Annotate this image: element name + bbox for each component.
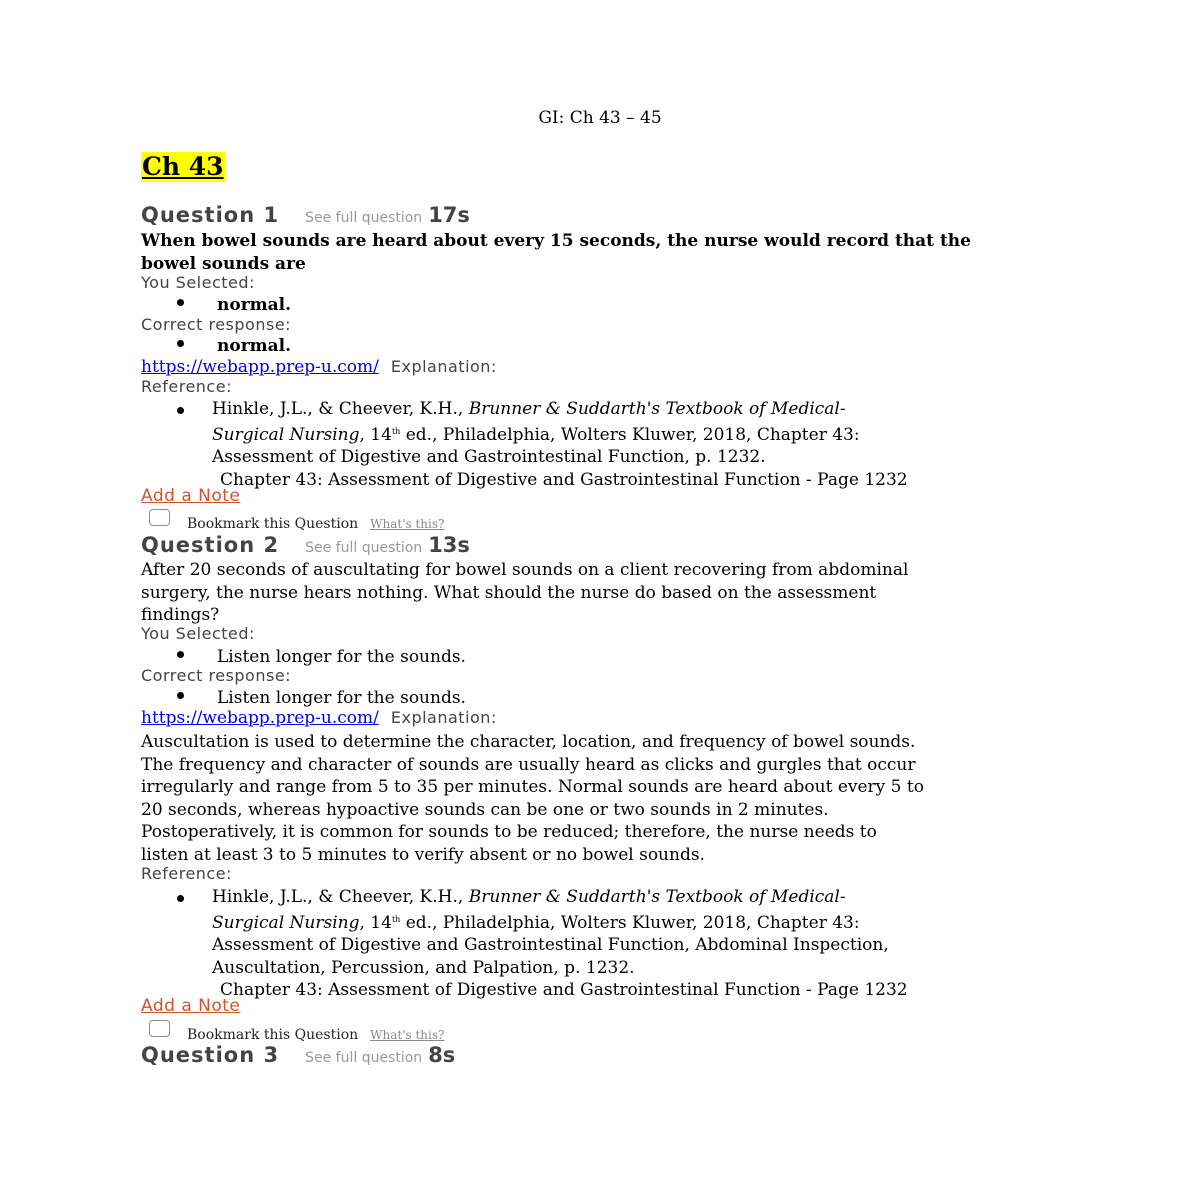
- explanation-line: Auscultation is used to determine the character, location, and frequency of bowel sounds.: [141, 732, 916, 752]
- explanation-line: 20 seconds, whereas hypoactive sounds can be one or two sounds in 2 minutes.: [141, 799, 829, 820]
- reference-edition: , 14: [359, 912, 392, 933]
- question-header: [141, 1043, 455, 1067]
- see-full-question-link[interactable]: See full question: [305, 1050, 423, 1066]
- reference-publisher: ed., Philadelphia, Wolters Kluwer, 2018, Chapter 43:: [400, 424, 860, 445]
- bookmark-checkbox[interactable]: [149, 1020, 170, 1037]
- bookmark-checkbox[interactable]: [149, 509, 170, 526]
- question-header: [141, 533, 470, 557]
- question-title: Question 3: [141, 1043, 280, 1067]
- reference-book-title: Brunner & Suddarth's Textbook of Medical-: [468, 399, 846, 419]
- question-text-line: When bowel sounds are heard about every 15 seconds, the nurse would record that the: [141, 231, 971, 251]
- correct-response-label: Correct response:: [141, 666, 292, 685]
- reference-chapter-line: Chapter 43: Assessment of Digestive and Gastrointestinal Function - Page 1232: [220, 469, 908, 490]
- link-row: [141, 357, 497, 377]
- reference-book-title: Surgical Nursing: [212, 424, 360, 445]
- you-selected-label: You Selected:: [141, 624, 255, 643]
- bookmark-label: Bookmark this Question: [187, 1027, 359, 1043]
- reference-book-title: Brunner & Suddarth's Textbook of Medical-: [468, 887, 846, 907]
- prep-u-link[interactable]: https://webapp.prep-u.com/: [141, 708, 379, 728]
- you-selected-label: You Selected:: [141, 273, 255, 292]
- reference-line: Assessment of Digestive and Gastrointestinal Function, Abdominal Inspection,: [212, 935, 889, 955]
- reference-line: Assessment of Digestive and Gastrointestinal Function, p. 1232.: [212, 447, 766, 467]
- reference-item: [177, 886, 1061, 1002]
- reference-authors: Hinkle, J.L., & Cheever, K.H.,: [212, 887, 469, 907]
- explanation-line: irregularly and range from 5 to 35 per minutes. Normal sounds are heard about every 5 to: [141, 777, 924, 797]
- selected-answer: [177, 294, 291, 317]
- see-full-question-link[interactable]: See full question: [305, 210, 423, 226]
- correct-answer-text: normal.: [217, 336, 292, 356]
- question-text-line: surgery, the nurse hears nothing. What should the nurse do based on the assessment: [141, 582, 877, 603]
- question-text: [141, 559, 1061, 627]
- explanation-label: Explanation:: [390, 708, 497, 727]
- bookmark-row: [149, 1026, 444, 1044]
- bookmark-label: Bookmark this Question: [187, 516, 359, 532]
- add-note-link[interactable]: Add a Note: [141, 486, 241, 506]
- question-text-line: findings?: [141, 605, 220, 625]
- question-time: 17s: [428, 203, 470, 227]
- reference-chapter-line: Chapter 43: Assessment of Digestive and Gastrointestinal Function - Page 1232: [220, 980, 908, 1000]
- reference-publisher: ed., Philadelphia, Wolters Kluwer, 2018, Chapter 43:: [400, 912, 860, 933]
- bullet-icon: [177, 340, 184, 347]
- question-text: [141, 230, 1061, 275]
- chapter-heading: Ch 43: [142, 152, 224, 181]
- explanation-line: The frequency and character of sounds are usually heard as clicks and gurgles that occur: [141, 754, 916, 775]
- question-time: 8s: [428, 1043, 456, 1067]
- reference-book-title: Surgical Nursing: [212, 912, 360, 933]
- bullet-icon: [177, 407, 184, 414]
- link-row: [141, 708, 497, 728]
- reference-edition-sup: th: [391, 914, 401, 924]
- reference-authors: Hinkle, J.L., & Cheever, K.H.,: [212, 399, 469, 419]
- question-title: Question 1: [141, 203, 280, 227]
- selected-answer-text: Listen longer for the sounds.: [217, 647, 466, 667]
- see-full-question-link[interactable]: See full question: [305, 540, 423, 556]
- bullet-icon: [177, 299, 184, 306]
- bookmark-row: [149, 515, 444, 533]
- reference-label: Reference:: [141, 377, 232, 396]
- reference-edition: , 14: [359, 424, 392, 445]
- bullet-icon: [177, 895, 184, 902]
- whats-this-link[interactable]: What's this?: [370, 517, 445, 531]
- selected-answer-text: normal.: [217, 295, 292, 315]
- reference-label: Reference:: [141, 864, 232, 883]
- bullet-icon: [177, 692, 184, 699]
- question-time: 13s: [428, 533, 470, 557]
- document-title: GI: Ch 43 – 45: [538, 108, 662, 128]
- explanation-text: [141, 731, 1061, 866]
- correct-answer: [177, 687, 466, 710]
- explanation-label: Explanation:: [390, 357, 497, 376]
- correct-answer: [177, 335, 291, 358]
- reference-line: Auscultation, Percussion, and Palpation, p. 1232.: [212, 957, 635, 978]
- question-text-line: After 20 seconds of auscultating for bowel sounds on a client recovering from abdominal: [141, 560, 909, 580]
- question-header: [141, 203, 470, 227]
- add-note-link[interactable]: Add a Note: [141, 996, 241, 1016]
- whats-this-link[interactable]: What's this?: [370, 1028, 445, 1042]
- reference-item: [177, 398, 1061, 491]
- bullet-icon: [177, 651, 184, 658]
- reference-edition-sup: th: [391, 426, 401, 436]
- prep-u-link[interactable]: https://webapp.prep-u.com/: [141, 357, 379, 377]
- question-text-line: bowel sounds are: [141, 253, 306, 274]
- question-title: Question 2: [141, 533, 280, 557]
- explanation-line: Postoperatively, it is common for sounds to be reduced; therefore, the nurse needs to: [141, 822, 877, 842]
- correct-answer-text: Listen longer for the sounds.: [217, 688, 466, 708]
- correct-response-label: Correct response:: [141, 315, 292, 334]
- explanation-line: listen at least 3 to 5 minutes to verify absent or no bowel sounds.: [141, 844, 705, 865]
